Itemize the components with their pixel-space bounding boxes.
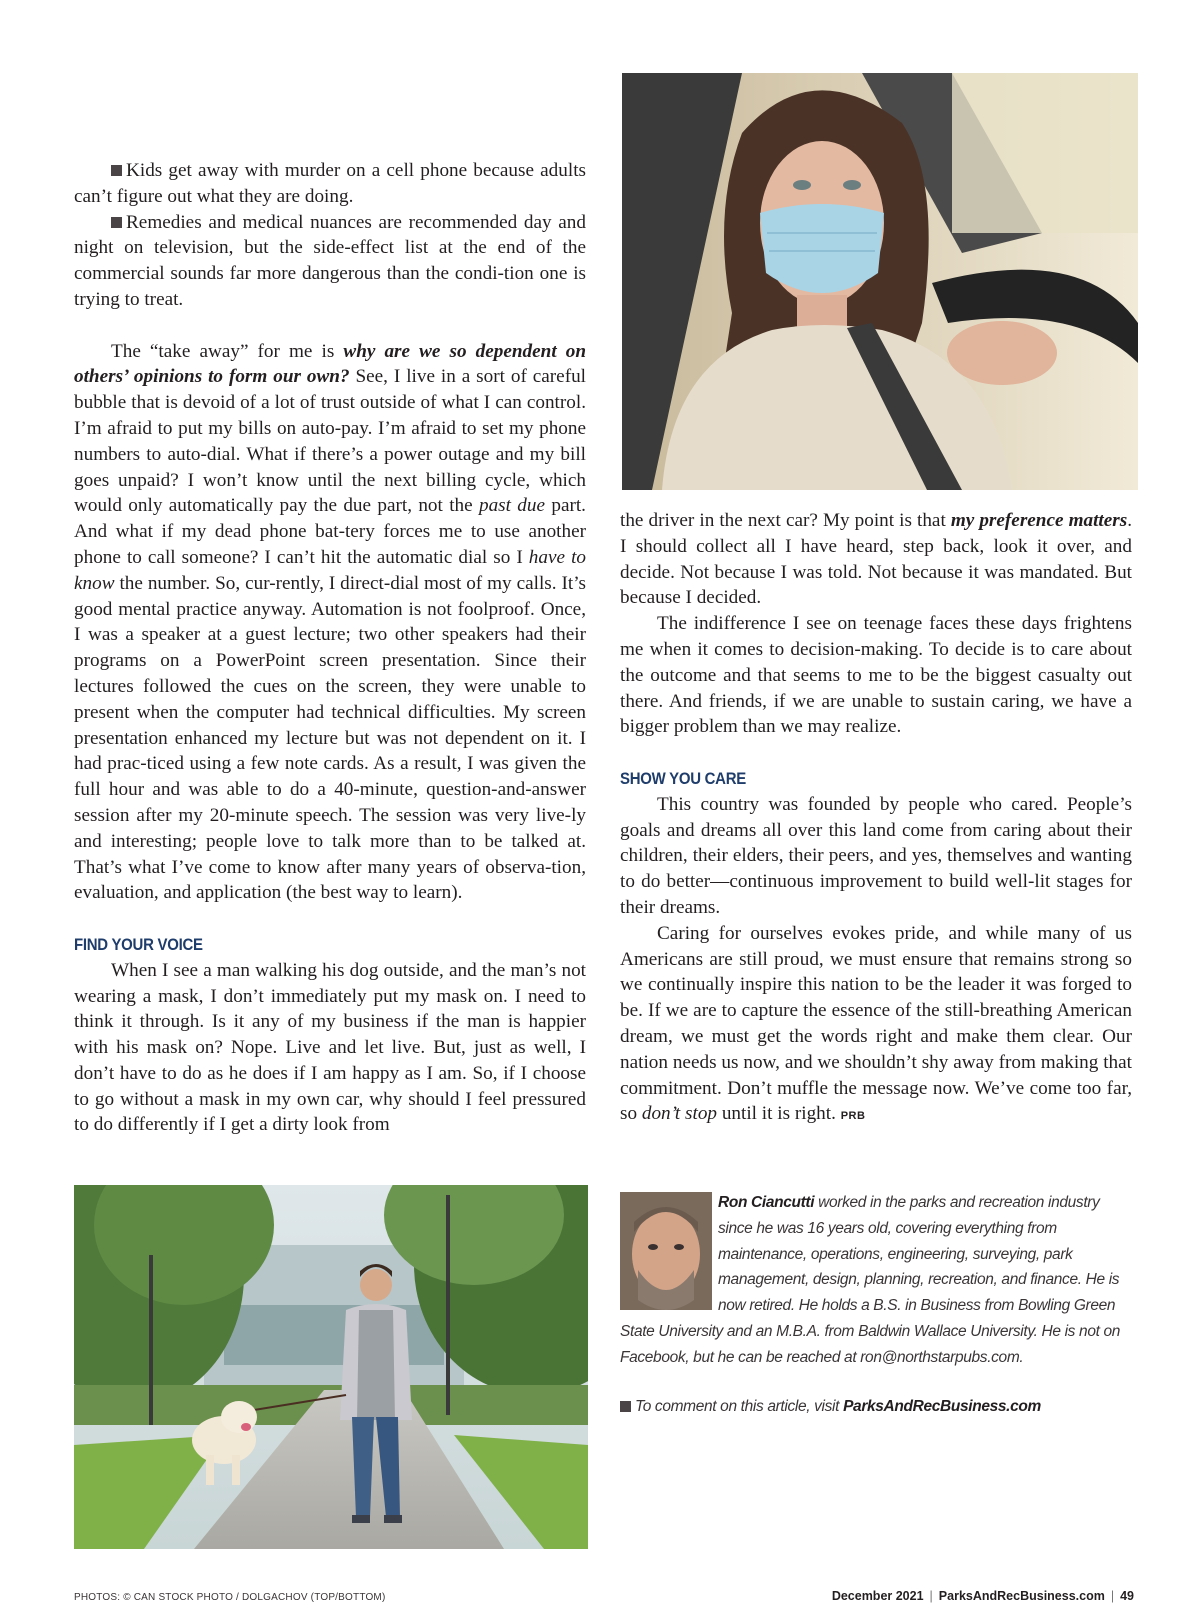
park-scene-illustration <box>74 1185 588 1549</box>
paragraph: The “take away” for me is why are we so dependent on others’ opinions to form our own? See, I live in a sort of careful bubble that is devoid of a lot of trust outside of what I can control. I’m afraid to put my bills on auto-pay. I’m afraid to set my phone numbers to auto-dial. What if there’s a power outage and my bill goes unpaid? I won’t know until the next billing cycle, which would only automatically pay the due part, not the past due part. And what if my dead phone bat-tery forces me to use another phone to call someone? I can’t hit the automatic dial so I have to know the number. So, cur-rently, I direct-dial most of my calls. It’s good mental practice anyway. Automation is not foolproof. Once, I was a speaker at a guest lecture; two other speakers had their programs on a PowerPoint screen presentation. Since their lectures followed the cues on the screen, they were unable to present when the computer had technical difficulties. My screen presentation enhanced my lecture but was not dependent on it. I had prac-ticed using a few note cards. As a result, I was given the full hour and was able to do a 40-minute, question-and-answer session after my 20-minute speech. The session was very live-ly and interesting; people love to talk more than to be talked at. That’s what I’ve come to know after many years of observa-tion, evaluation, and application (the best way to learn). <box>74 340 587 904</box>
page-footer: December 2021 | ParksAndRecBusiness.com | 49 <box>831 1589 1134 1603</box>
masked-woman-driving-photo <box>622 73 1138 490</box>
section-heading: SHOW YOU CARE <box>620 768 746 788</box>
author-bio: Ron Ciancutti worked in the parks and recreation industry since he was 16 years old, covering everything from maintenance, operations, engineering, surveying, park management, design, planning, recreation, and finance. He is now retired. He holds a B.S. in Business from Bowling Green State University and an M.B.A. from Baldwin Wallace University. He is not on Facebook, but he can be reached at ron@northstarpubs.com. <box>620 1194 1121 1366</box>
paragraph: This country was founded by people who cared. People’s goals and dreams all over this land come from caring about their children, their elders, their peers, and yes, themselves and wanting to do better—continuous improvement to build well-lit stages for their dreams. <box>620 793 1132 918</box>
paragraph: The indifference I see on teenage faces these days frightens me when it comes to decision-making. To decide is to care about the outcome and that seems to me to be the biggest casualty out there. And friends, if we are unable to sustain caring, we have a bigger problem than we may realize. <box>620 613 1132 738</box>
end-mark: PRB <box>840 1110 866 1123</box>
website-link[interactable]: ParksAndRecBusiness.com <box>843 1398 1041 1415</box>
author-headshot-illustration <box>620 1192 712 1310</box>
bullet-square-icon <box>111 217 122 228</box>
bullet-item: Kids get away with murder on a cell phone because adults can’t figure out what they are doing. <box>74 160 586 207</box>
paragraph: the driver in the next car? My point is that my preference matters. I should collect all I have heard, step back, look it over, and decide. Not because I was told. Not because it was mandated. But because I decided. <box>620 510 1132 609</box>
photo-credits: PHOTOS: © CAN STOCK PHOTO / DOLGACHOV (TOP/BOTTOM) <box>74 1592 386 1603</box>
paragraph: When I see a man walking his dog outside, and the man’s not wearing a mask, I don’t immediately put my mask on. I need to think it through. Is it any of my business if the man is happier with his mask on? Nope. Live and let live. But, just as well, I don’t have to do as he does if I am happy as I am. So, if I choose to go without a mask in my own car, why should I feel pressured to do differently if I get a dirty look from <box>74 959 586 1136</box>
comment-line: To comment on this article, visit ParksAndRecBusiness.com <box>620 1398 1130 1416</box>
issue-date: December 2021 <box>831 1589 924 1603</box>
bullet-square-icon <box>111 165 122 176</box>
author-name: Ron Ciancutti <box>718 1194 815 1211</box>
section-heading: FIND YOUR VOICE <box>74 934 203 954</box>
bullet-item: Remedies and medical nuances are recommended day and night on television, but the side-effect list at the end of the commercial sounds far more dangerous than the condi-tion one is trying to treat. <box>74 211 586 310</box>
page-number: 49 <box>1120 1589 1134 1603</box>
left-column <box>74 158 586 1138</box>
footer-site: ParksAndRecBusiness.com <box>938 1589 1105 1603</box>
right-column <box>620 508 1132 1130</box>
author-headshot <box>620 1192 712 1310</box>
paragraph: Caring for ourselves evokes pride, and while many of us Americans are still proud, we must ensure that remains strong so we continually inspire this nation to be the leader it was forged to be. If we are to capture the essence of the still-breathing American dream, we must get the words right and make them clear. Our nation needs us now, and we shouldn’t shy away from making that commitment. Don’t muffle the message now. We’ve come too far, so don’t stop until it is right. PRB <box>620 922 1132 1125</box>
bullet-square-icon <box>620 1401 631 1412</box>
man-walking-dog-photo <box>74 1185 588 1549</box>
car-scene-illustration <box>622 73 1138 490</box>
